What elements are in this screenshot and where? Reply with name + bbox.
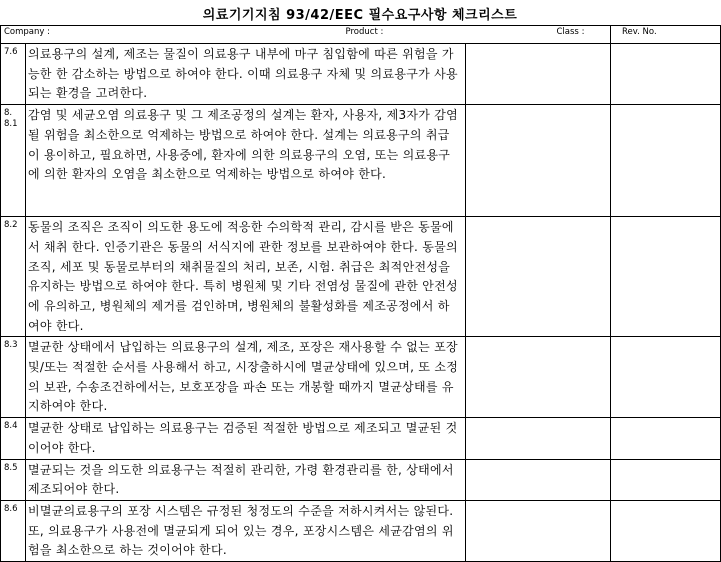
requirement-text: 비멸균의료용구의 포장 시스템은 규정된 청정도의 수준을 저하시켜서는 않된다. 또, 의료용구가 사용전에 멸균되게 되어 있는 경우, 포장시스템은 세균감염의 위험을 최소한으로 하는 것이어야 한다. [26,500,466,561]
table-row [1,500,721,561]
remark-cell[interactable] [611,217,721,337]
requirement-text: 멸균한 상태에서 납입하는 의료용구의 설계, 제조, 포장은 재사용할 수 없는 포장 및/또는 적절한 순서를 사용해서 하고, 시장출하시에 멸균상태에 있으며, 또 소정의 보관, 수송조건하에서는, 보호포장을 파손 또는 개봉할 때까지 멸균상태를 유지하여야 한다. [26,337,466,418]
requirement-text: 의료용구의 설계, 제조는 물질이 의료용구 내부에 마구 침입함에 따른 위험을 가능한 한 감소하는 방법으로 하여야 한다. 이때 의료용구 자체 및 의료용구가 사용되는 환경을 고려한다. [26,44,466,105]
remark-cell[interactable] [611,418,721,459]
row-number: 8.2 [1,217,26,337]
table-header-row [1,26,721,44]
row-number: 8.3 [1,337,26,418]
rev-label: Rev. No. [622,27,657,37]
remark-cell[interactable] [611,44,721,105]
row-number: 7.6 [1,44,26,105]
company-label: Company : [4,27,51,37]
rev-header [611,26,721,44]
checklist-table [0,25,721,562]
check-cell[interactable] [466,500,611,561]
remark-cell[interactable] [611,105,721,217]
table-row [1,459,721,500]
table-row [1,217,721,337]
table-row [1,418,721,459]
row-number: 8.4 [1,418,26,459]
requirement-text: 동물의 조직은 조직이 의도한 용도에 적응한 수의학적 관리, 감시를 받은 동물에서 채취 한다. 인증기관은 동물의 서식지에 관한 정보를 보관하여야 한다. 동물의 조직, 세포 및 동물로부터의 채취물질의 처리, 보존, 시험. 취급은 최적안전성을 유지하는 방법으로 하여야 한다. 특히 병원체 및 기타 전염성 물질에 관한 안전성에 유의하고, 병원체의 제거를 검인하며, 병원체의 불활성화를 제조공정에서 하여야 한다. [26,217,466,337]
page-title: 의료기기지침 93/42/EEC 필수요구사항 체크리스트 [202,8,518,23]
requirement-text: 멸균되는 것을 의도한 의료용구는 적절히 관리한, 가령 환경관리를 한, 상태에서 제조되어야 한다. [26,459,466,500]
requirement-text: 감염 및 세균오염 의료용구 및 그 제조공정의 설계는 환자, 사용자, 제3자가 감염될 위험을 최소한으로 억제하는 방법으로 하여야 한다. 설계는 의료용구의 취급이 용이하고, 필요하면, 사용중에, 환자에 의한 의료용구의 오염, 또는 의료용구에 의한 환자의 오염을 최소한으로 억제하는 방법으로 하여야 한다. [26,105,466,217]
row-number: 8. 8.1 [1,105,26,217]
check-cell[interactable] [466,105,611,217]
table-row [1,44,721,105]
class-label: Class : [556,27,585,37]
product-label: Product : [345,27,384,37]
check-cell[interactable] [466,337,611,418]
check-cell[interactable] [466,459,611,500]
check-cell[interactable] [466,217,611,337]
check-cell[interactable] [466,44,611,105]
requirement-text: 멸균한 상태로 납입하는 의료용구는 검증된 적절한 방법으로 제조되고 멸균된 것이어야 한다. [26,418,466,459]
row-number: 8.5 [1,459,26,500]
table-row [1,337,721,418]
company-header [1,26,466,44]
remark-cell[interactable] [611,500,721,561]
table-row [1,105,721,217]
row-number: 8.6 [1,500,26,561]
remark-cell[interactable] [611,337,721,418]
remark-cell[interactable] [611,459,721,500]
product-header [345,26,611,44]
check-cell[interactable] [466,418,611,459]
